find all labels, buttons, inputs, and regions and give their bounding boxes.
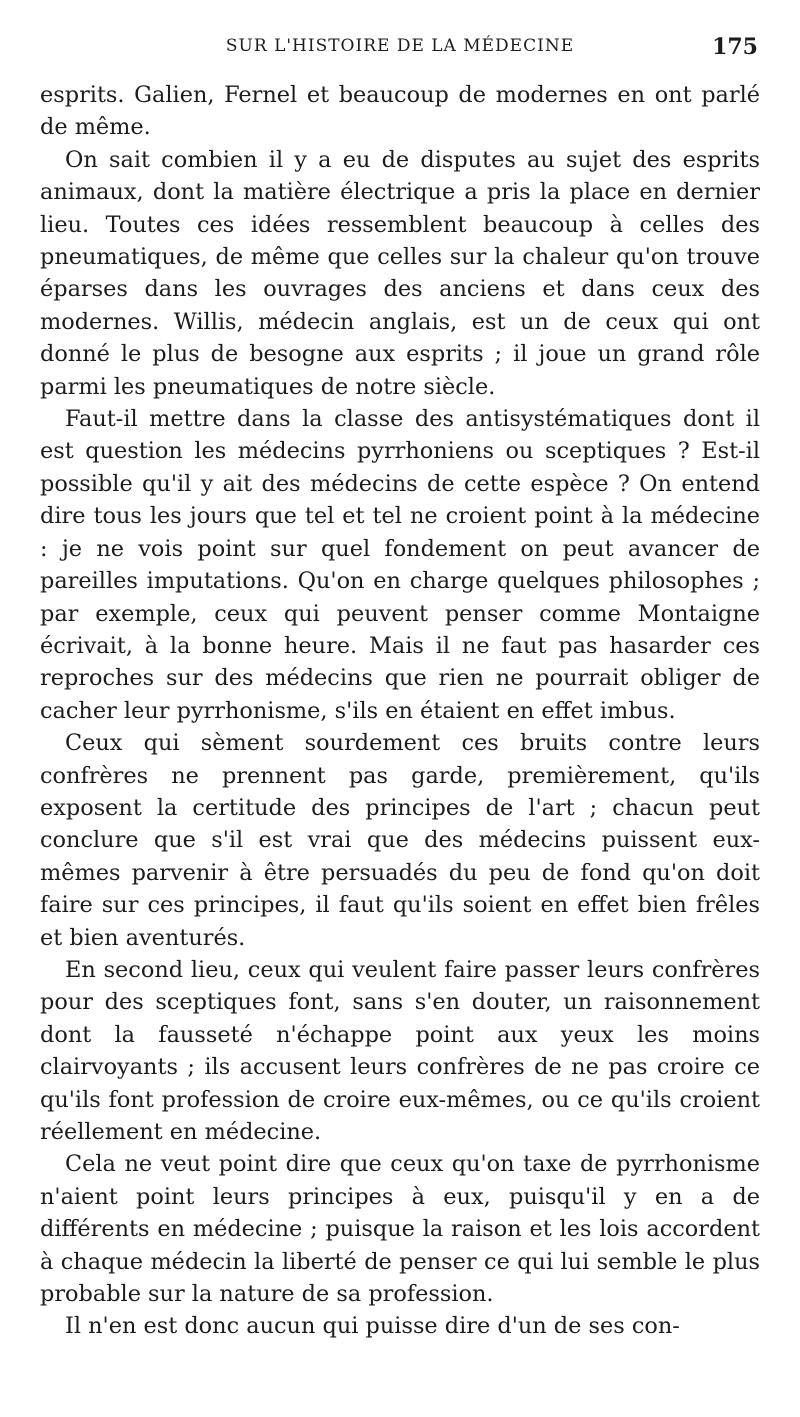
paragraph-esprits-animaux: On sait combien il y a eu de disputes au sujet des esprits animaux, dont la matière électrique a pris la place en dernier lieu. Toutes ces idées ressemblent beaucoup à celles des pneumatiques, de même que celles sur la chaleur qu'on trouve éparses dans les ouvrages des anciens et dans ceux des modernes. Willis, médecin anglais, est un de ceux qui ont donné le plus de besogne aux esprits ; il joue un grand rôle parmi les pneumatiques de notre siècle. xyxy=(40,146,760,400)
page-number: 175 xyxy=(712,34,758,60)
running-title: SUR L'HISTOIRE DE LA MÉDECINE xyxy=(225,36,575,56)
paragraph-premierement: Ceux qui sèment sourdement ces bruits contre leurs confrères ne prennent pas garde, premièrement, qu'ils exposent la certitude des principes de l'art ; chacun peut conclure que s'il est vrai que des médecins puissent eux-mêmes parvenir à être persuadés du peu de fond qu'on doit faire sur ces principes, il faut qu'ils soient en effet bien frêles et bien aventurés. xyxy=(40,730,760,951)
paragraph-second-lieu: En second lieu, ceux qui veulent faire passer leurs confrères pour des sceptiques font, sans s'en douter, un raisonnement dont la fausseté n'échappe point aux yeux les moins clairvoyants ; ils accusent leurs confrères de ne pas croire ce qu'ils font profession de croire eux-mêmes, ou ce qu'ils croient réellement en médecine. xyxy=(40,956,760,1145)
paragraph-pyrrhonisme: Cela ne veut point dire que ceux qu'on taxe de pyrrhonisme n'aient point leurs principes à eux, puisqu'il y en a de différents en médecine ; puisque la raison et les lois accordent à chaque médecin la liberté de penser ce qui lui semble le plus probable sur la nature de sa profession. xyxy=(40,1151,760,1308)
body-text xyxy=(40,79,760,1343)
paragraph-conclusion-start: Il n'en est donc aucun qui puisse dire d'un de ses con- xyxy=(65,1313,680,1340)
paragraph-continued: esprits. Galien, Fernel et beaucoup de modernes en ont parlé de même. xyxy=(40,82,760,141)
page-header xyxy=(40,36,760,64)
paragraph-pyrrhoniens: Faut-il mettre dans la classe des antisystématiques dont il est question les médecins pyrrhoniens ou sceptiques ? Est-il possible qu'il y ait des médecins de cette espèce ? On entend dire tous les jours que tel et tel ne croient point à la médecine : je ne vois point sur quel fondement on peut avancer de pareilles imputations. Qu'on en charge quelques philosophes ; par exemple, ceux qui peuvent penser comme Montaigne écrivait, à la bonne heure. Mais il ne faut pas hasarder ces reproches sur des médecins que rien ne pourrait obliger de cacher leur pyrrhonisme, s'ils en étaient en effet imbus. xyxy=(40,406,760,724)
